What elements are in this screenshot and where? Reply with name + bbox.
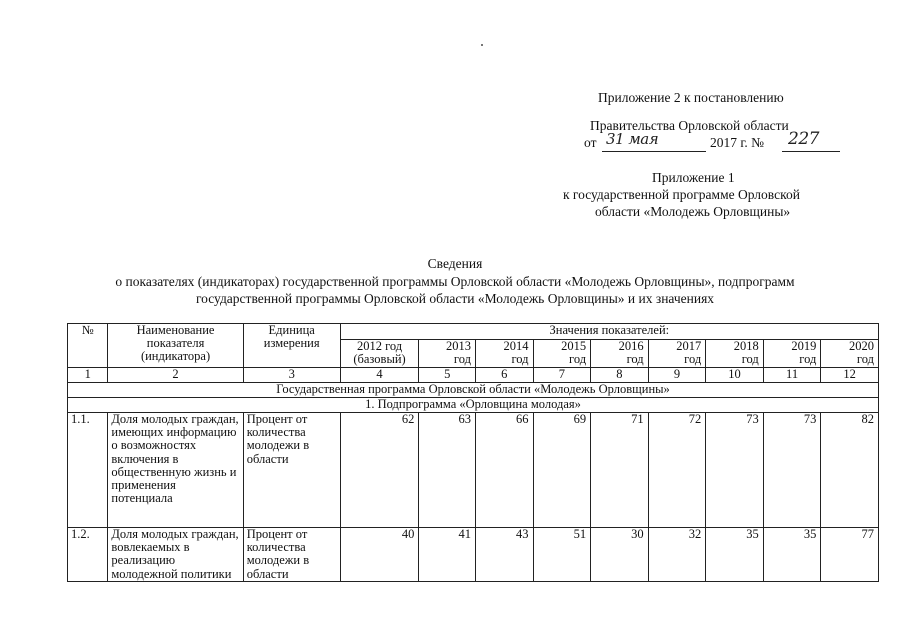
year-label: 2012 год: [356, 339, 403, 353]
program-row: [68, 383, 879, 398]
appendix-line: Приложение 2 к постановлению: [598, 90, 784, 105]
header-values: Значения показателей:: [340, 324, 878, 340]
year-label: 2017: [676, 339, 702, 353]
year-label: 2018: [733, 339, 759, 353]
year-note: (базовый): [353, 352, 406, 367]
row-number: 1.1.: [68, 413, 108, 528]
row-unit: Процент от количества молодежи в области: [243, 413, 340, 528]
date-underline: [602, 151, 706, 152]
row-value: 71: [591, 413, 649, 528]
column-number: 10: [706, 368, 764, 383]
year-note: год: [626, 352, 644, 367]
year-header: [763, 340, 821, 368]
program-appendix: Приложение 1: [652, 170, 735, 185]
row-value: 35: [706, 528, 764, 582]
date-prefix: от: [584, 135, 597, 150]
year-header: [533, 340, 591, 368]
document-heading: Сведения: [427, 256, 483, 271]
column-number: 5: [419, 368, 476, 383]
year-header: [419, 340, 476, 368]
row-value: 73: [706, 413, 764, 528]
row-value: 69: [533, 413, 591, 528]
handwritten-number: 227: [788, 129, 819, 149]
row-value: 40: [340, 528, 419, 582]
year-header: [821, 340, 879, 368]
row-value: 41: [419, 528, 476, 582]
header-row-1: [68, 324, 879, 340]
row-value: 43: [475, 528, 533, 582]
column-number: 6: [475, 368, 533, 383]
row-value: 77: [821, 528, 879, 582]
year-header: [648, 340, 706, 368]
year-label: 2013: [445, 339, 471, 353]
row-unit: Процент от количества молодежи в области: [243, 528, 340, 582]
date-suffix: 2017 г. №: [710, 135, 765, 150]
row-value: 51: [533, 528, 591, 582]
row-value: 62: [340, 413, 419, 528]
row-value: 30: [591, 528, 649, 582]
year-label: 2014: [503, 339, 529, 353]
row-value: 63: [419, 413, 476, 528]
header-number: №: [68, 324, 108, 368]
number-underline: [782, 151, 840, 152]
year-label: 2019: [791, 339, 817, 353]
program-line-1: к государственной программе Орловской: [563, 187, 800, 202]
row-value: 82: [821, 413, 879, 528]
handwritten-date: 31 мая: [606, 130, 659, 148]
row-value: 32: [648, 528, 706, 582]
year-header: [591, 340, 649, 368]
row-value: 35: [763, 528, 821, 582]
row-value: 66: [475, 413, 533, 528]
header-indicator-name: Наименование показателя (индикатора): [108, 324, 243, 368]
column-number: 8: [591, 368, 649, 383]
year-note: год: [856, 352, 874, 367]
year-header: [706, 340, 764, 368]
year-header: [475, 340, 533, 368]
year-note: год: [569, 352, 587, 367]
year-note: год: [453, 352, 471, 367]
indicators-table: [67, 323, 879, 582]
year-label: 2016: [618, 339, 644, 353]
year-label: 2020: [849, 339, 874, 353]
column-number: 4: [340, 368, 419, 383]
year-note: год: [684, 352, 702, 367]
table-row: [68, 528, 879, 582]
year-note: год: [511, 352, 529, 367]
column-number: 11: [763, 368, 821, 383]
column-number: 2: [108, 368, 243, 383]
column-number-row: [68, 368, 879, 383]
scan-speck: [481, 44, 483, 46]
row-value: 73: [763, 413, 821, 528]
year-label: 2015: [561, 339, 587, 353]
subprogram-row: [68, 398, 879, 413]
row-indicator-name: Доля молодых граждан, вовлекаемых в реализацию молодежной политики: [108, 528, 243, 582]
row-number: 1.2.: [68, 528, 108, 582]
header-unit: Единица измерения: [243, 324, 340, 368]
year-note: год: [741, 352, 759, 367]
table-row: [68, 413, 879, 528]
year-note: год: [799, 352, 817, 367]
column-number: 1: [68, 368, 108, 383]
government-line: Правительства Орловской области: [590, 118, 789, 133]
column-number: 7: [533, 368, 591, 383]
year-header: [340, 340, 419, 368]
row-value: 72: [648, 413, 706, 528]
subprogram-title: 1. Подпрограмма «Орловщина молодая»: [68, 398, 879, 413]
column-number: 9: [648, 368, 706, 383]
column-number: 3: [243, 368, 340, 383]
row-indicator-name: Доля молодых граждан, имеющих информацию о возможностях включения в общественную жизнь и применения потенциала: [108, 413, 243, 528]
column-number: 12: [821, 368, 879, 383]
program-title: Государственная программа Орловской области «Молодежь Орловщины»: [68, 383, 879, 398]
document-title-line-2: государственной программы Орловской области «Молодежь Орловщины» и их значениях: [195, 291, 715, 306]
program-line-2: области «Молодежь Орловщины»: [595, 204, 791, 219]
document-title-line-1: о показателях (индикаторах) государственной программы Орловской области «Молодежь Орловщины», подпрограмм: [115, 274, 795, 289]
